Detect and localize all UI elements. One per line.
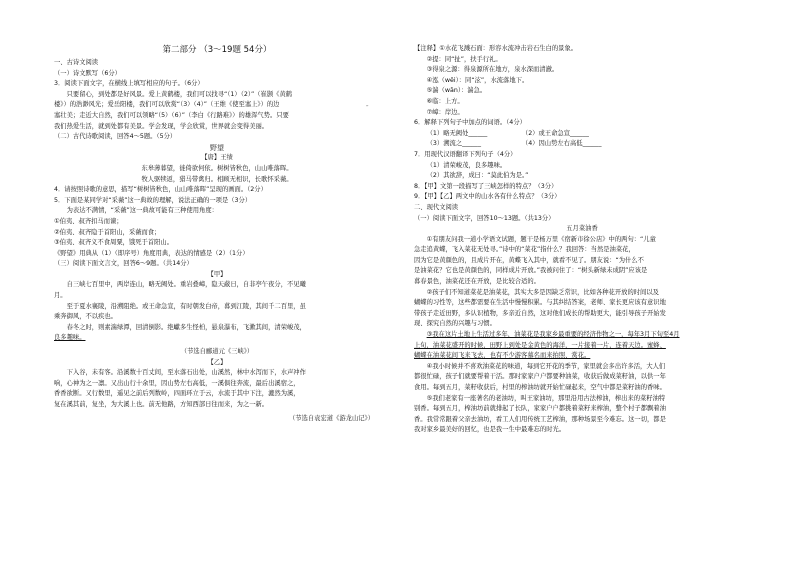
article-line: 现、探究自然的兴趣与习惯。 [414,320,496,328]
question-7-item: （1）清荣峻茂，良多趣味。 [426,161,507,169]
article-line: 蝴蝶的习性等，这些都需要在生活中慢慢积累。与其纠结答案，老师、家长更应该有意识地 [414,299,666,307]
page-mark: ” [366,105,369,111]
passage-line: 只要留心，到处都是好风景。爱上黄鹤楼，我们可以找寻“（1）（2）”（崔颢《黄鹤 [66,90,293,98]
right-column [414,44,750,436]
question-6: 6．解释下列句子中加点的词语。（4分） [414,119,526,127]
question-6-item: （3）溯流之______ （4）因山势左右高低______ [426,140,602,148]
text-label-jia: 【甲】 [207,270,227,278]
annotation: ⑥临：上方。 [426,97,464,105]
passage-line: 乘奔御风，不以疾也。 [54,313,117,321]
passage-line: 至于夏水襄陵，沿溯阻绝。或王命急宣，有时朝发白帝，暮到江陵，其间千二百里，虽 [66,302,306,310]
question-8: 8．【甲】文第一段描写了三峡怎样的特点？（3分） [414,182,558,190]
article-title: 五月菜油香 [566,225,598,233]
section-heading: 二、现代文阅读 [414,203,459,211]
passage-line: 响，心神为之一凛。又出山行十余里，因山势左右高低，一溪俱往奔流，最后出溪宿之， [54,379,300,387]
article-line: ③我在这片土地上生活过多年，油菜花是我家乡最重要的经济作物之一，每年3月下旬至4月 [426,331,680,339]
question-6-item: （1）略无阙处______ （2）或王命急宣______ [426,129,589,137]
option-intro: 为表达不满情，“采薇”这一典故可能有三种使用角度： [66,207,218,215]
article-line: 因为它是黄颜色的，且成片开在，黄蝶飞入其中，就看不见了。朋友说：“为什么不 [414,256,644,264]
article-line: 带孩子走近田野，多认识植物，多亲近自然，这对他们成长的帮助更大，能引导孩子开始发 [414,309,666,317]
article-line: 食用。每到五月，菜籽收获后，村里的榨油坊就开始忙碌起来，空气中都是菜籽油的香味。 [414,384,666,391]
passage-line: 楼》）的浩渺风光；爱岳阳楼，我们可以欣赏“（3）（4）”（王维《使至塞上》）的边 [54,101,280,109]
article-line: 上旬，油菜花盛开的时候，田野上到处是金黄色的海洋，一片接着一片，连着天边。蜜蜂、 [414,341,666,349]
question-3: 3．阅读下面文字，在横线上填写相应的句子。（6分） [54,80,204,88]
annotation: 【注释】①水花飞溅石面：形容水流冲击岩石生白的景象。 [414,45,578,52]
article-line: 香。我常常跟着父亲去油坊，看工人们用传统工艺榨油，那种场景至今难忘。这一切，都是 [414,415,666,423]
passage-line: 香香欲断。又行数里，遥见之前后列数岭，四面环立于云，水流于其中下注，漉然为溪， [54,390,300,398]
source-note: （节选自袁宏道《游龙山记》） [288,414,374,422]
passage-line: 我们热爱生活，就到处都有美景。学会发现，学会欣赏，世界就会变得美丽。 [54,122,269,130]
annotation: ③得泉之源：得泉源所在地方，泉水深而清澈。 [426,66,559,74]
passage-line: 复在溪其前，复坐，为大溪上也。前无他路，方知西部日往而来，为之一新。 [54,401,269,408]
option-line: ③伯夷、叔齐义不食周粟，饿死于首阳山。 [54,239,173,247]
article-line: ⑤我们老家有一座著名的老油坊，叫王家油坊，那里沿用古法榨油，榨出来的菜籽油特 [426,394,666,402]
article-line: 暮春景色，油菜花还在开放，是比较合适的。 [414,278,540,286]
subsection-heading: （三）阅读下面文言文，回答6～9题。（共14分） [54,260,193,268]
article-line: ①有朋友问我一道小学语文试题，题干是杨万里《宿新市徐公店》中的两句：“儿童 [426,235,656,243]
question-9: 9．【甲】【乙】两文中的山水各有什么特点？（3分） [414,193,561,201]
passage-line: 月。 [54,292,67,300]
poem-title: 野望 [210,143,224,152]
article-line: 都很忙碌，孩子们就要帮着干活。那时家家户户都要种油菜，收获后做成菜籽油，以供一年 [414,373,666,381]
passage-line: 下入谷，未有客。沿溪数十百丈间，至水落石出处，山溪然，林中水泻而下，水声冲作 [66,369,306,377]
question-7-item: （2）其欲辞，成曰：“莫此伯为是。” [426,172,529,180]
question-7: 7．用现代汉语翻译下列句子（4分） [414,150,517,158]
text-label-yi: 【乙】 [207,358,227,366]
section-heading: 一、古诗文阅读 [54,59,99,66]
article-line: 我对家乡最美好的回忆，也是我一生中最难忘的时光。 [414,426,566,434]
passage-line: 良多趣味。 [54,334,86,342]
subsection-heading: （一）阅读下面文字，回答10～13题。（共13分） [414,214,555,222]
option-line: ②伯夷、叔齐隐于首阳山，采薇而食； [54,228,161,236]
poem-line: 东皋薄暮望，徙倚欲何依。树树皆秋色，山山唯落晖。 [141,164,293,172]
question-4: 4．请按照诗歌的意思，描写“树树皆秋色，山山唯落晖”呈现的画面。（2分） [54,186,267,194]
subsection-heading: （二）古代诗歌阅读，回答4～5题。（5分） [54,133,177,141]
option-line: ①伯夷、叔齐扣马而谏； [54,217,123,225]
passage-line: 春冬之时，则素湍绿潭，回清倒影。绝巘多生怪柏，悬泉瀑布，飞漱其间，清荣峻茂， [66,323,306,331]
passage-line: 塞壮美；走近大自然，我们可以领略“（5）（6）”（李白《行路难》）的雄浑气势。只要 [54,111,289,119]
source-note: （节选自郦道元《三峡》） [180,348,254,356]
article-line: 别香。每到五月，榨油坊前就排起了长队，家家户户都挑着菜籽来榨油，整个村子都飘着油 [414,405,666,413]
left-column [54,44,380,424]
annotation: ④泓（wěi）：同“泫”，水流落地下。 [426,76,529,84]
article-line: ②孩子们不知道菜花是油菜花，其实大多是因缺乏常识，比如各种花开放的时间以及 [426,288,659,296]
article-line: 是油菜花？它也是黄颜色的，同样成片开放。”我被问住了：“树头新绿未成阴”应该是 [414,267,648,275]
part-title: 第二部分 （3～19题 54分） [162,45,272,55]
annotation: ②提：同“扯”，扶手行礼。 [426,55,502,63]
annotation: ⑦嶂：岸边。 [426,108,464,116]
poem-author: 【唐】王绩 [201,154,233,162]
question-5: 5．下面是某同学对“采薇”这一典故的理解，说法正确的一项是（3分） [54,196,252,204]
option-line: 《野望》用典从（1）（即序号）角度用典，表达的情感是（2）（1分） [54,249,249,257]
article-line: 急走追黄蝶，飞入菜花无处寻。”诗中的“菜花”指什么？我回答：当然是油菜花， [414,246,635,254]
article-line: ④我小时候并不喜欢油菜花的味道，每到它开花的季节，家里就会多出许多活，大人们 [426,362,666,370]
article-line: 蝴蝶在油菜花间飞来飞去，也有不少游客慕名而来拍照、赏花。 [414,352,591,360]
annotation: ⑤湍（wān）：湍急。 [426,87,487,95]
subsection-heading: （一）诗文默写（6分） [54,69,121,77]
passage-line: 自三峡七百里中，两岸连山，略无阙处。重岩叠嶂，隐天蔽日，自非亭午夜分，不见曦 [66,281,306,289]
poem-line: 牧人驱犊返，猎马带禽归。相顾无相识，长歌怀采薇。 [141,175,293,183]
